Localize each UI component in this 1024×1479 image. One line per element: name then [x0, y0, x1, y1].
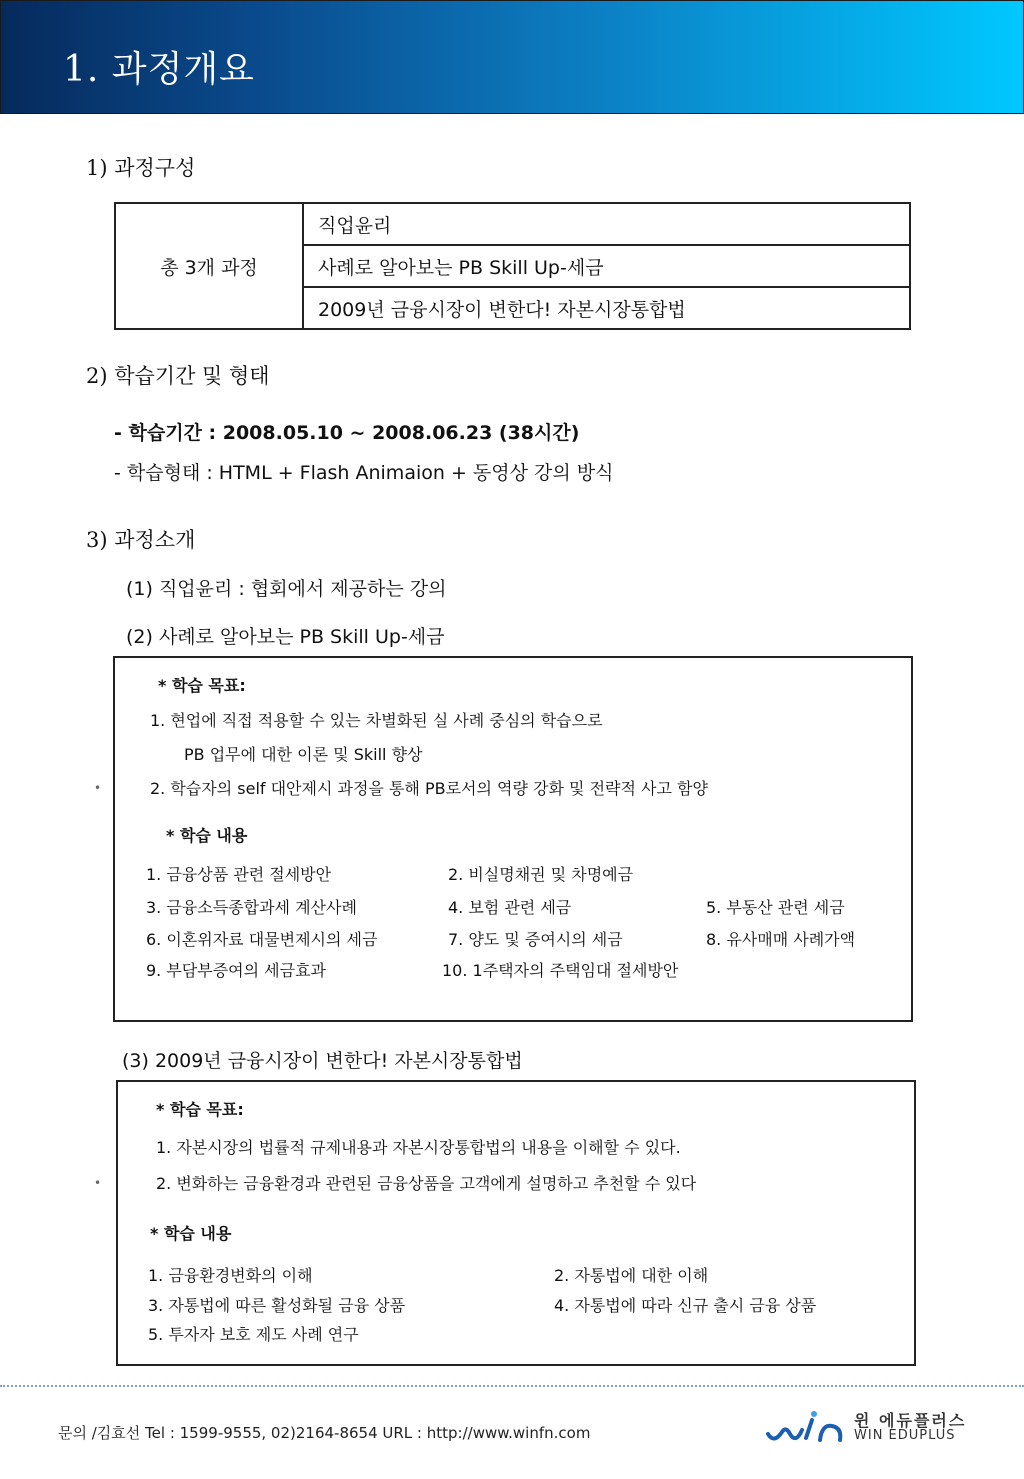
- course3-title: (3) 2009년 금융시장이 변한다! 자본시장통합법: [122, 1050, 523, 1072]
- course-row-1: 직업윤리: [303, 203, 910, 245]
- course3-content-item: 4. 자통법에 따라 신규 출시 금융 상품: [554, 1296, 817, 1315]
- footer-contact: 문의 /김효선 Tel : 1599-9555, 02)2164-8654 URL : http://www.winfn.com: [58, 1424, 591, 1442]
- course1-title: (1) 직업윤리 : 협회에서 제공하는 강의: [126, 578, 447, 600]
- course2-content-item: 8. 유사매매 사례가액: [706, 930, 856, 949]
- win-eduplus-logo: [766, 1408, 976, 1448]
- bullet-dot: •: [94, 781, 102, 795]
- course3-content-heading: * 학습 내용: [150, 1224, 232, 1243]
- section-heading-period: 2) 학습기간 및 형태: [86, 364, 270, 388]
- course-row-3: 2009년 금융시장이 변한다! 자본시장통합법: [303, 287, 910, 329]
- title-banner: [0, 0, 1024, 114]
- logo-korean-text: 윈 에듀플러스: [854, 1411, 967, 1430]
- bullet-dot: •: [94, 1176, 102, 1190]
- section-heading-intro: 3) 과정소개: [86, 528, 196, 552]
- course3-content-item: 1. 금융환경변화의 이해: [148, 1266, 313, 1285]
- course2-content-item: 10. 1주택자의 주택임대 절세방안: [442, 961, 679, 980]
- study-period: - 학습기간 : 2008.05.10 ~ 2008.06.23 (38시간): [114, 422, 580, 444]
- page-title: 1. 과정개요: [63, 49, 255, 90]
- course2-content-item: 7. 양도 및 증여시의 세금: [448, 930, 623, 949]
- course-count-cell: 총 3개 과정: [115, 203, 303, 329]
- course2-content-item: 1. 금융상품 관련 절세방안: [146, 865, 332, 884]
- course2-content-item: 9. 부담부증여의 세금효과: [146, 961, 326, 980]
- course-table: [114, 202, 911, 330]
- study-format: - 학습형태 : HTML + Flash Animaion + 동영상 강의 방식: [114, 462, 614, 484]
- course2-content-item: 6. 이혼위자료 대물변제시의 세금: [146, 930, 378, 949]
- course2-content-item: 5. 부동산 관련 세금: [706, 898, 845, 917]
- course-row-2: 사례로 알아보는 PB Skill Up-세금: [303, 245, 910, 287]
- course3-goal-heading: * 학습 목표:: [156, 1100, 244, 1119]
- course2-content-item: 3. 금융소득종합과세 계산사례: [146, 898, 357, 917]
- course2-content-item: 4. 보험 관련 세금: [448, 898, 572, 917]
- course2-goal-heading: * 학습 목표:: [158, 676, 246, 695]
- logo-english-text: WIN EDUPLUS: [854, 1428, 956, 1443]
- course3-content-item: 2. 자통법에 대한 이해: [554, 1266, 709, 1285]
- course2-content-item: 2. 비실명채권 및 차명예금: [448, 865, 634, 884]
- course2-goal-1-cont: PB 업무에 대한 이론 및 Skill 향상: [184, 745, 423, 764]
- footer-divider: [0, 1385, 1024, 1387]
- course2-goal-2: 2. 학습자의 self 대안제시 과정을 통해 PB로서의 역량 강화 및 전략적 사고 함양: [150, 779, 708, 798]
- course2-title: (2) 사례로 알아보는 PB Skill Up-세금: [126, 626, 445, 648]
- course2-goal-1: 1. 현업에 직접 적용할 수 있는 차별화된 실 사례 중심의 학습으로: [150, 711, 603, 730]
- course3-goal-1: 1. 자본시장의 법률적 규제내용과 자본시장통합법의 내용을 이해할 수 있다.: [156, 1138, 681, 1157]
- section-heading-composition: 1) 과정구성: [86, 156, 196, 180]
- course3-content-item: 3. 자통법에 따른 활성화될 금융 상품: [148, 1296, 406, 1315]
- logo-mark-icon: [766, 1408, 852, 1448]
- course2-content-heading: * 학습 내용: [166, 826, 248, 845]
- course3-content-item: 5. 투자자 보호 제도 사례 연구: [148, 1325, 359, 1344]
- course3-goal-2: 2. 변화하는 금융환경과 관련된 금융상품을 고객에게 설명하고 추천할 수 있다: [156, 1174, 697, 1193]
